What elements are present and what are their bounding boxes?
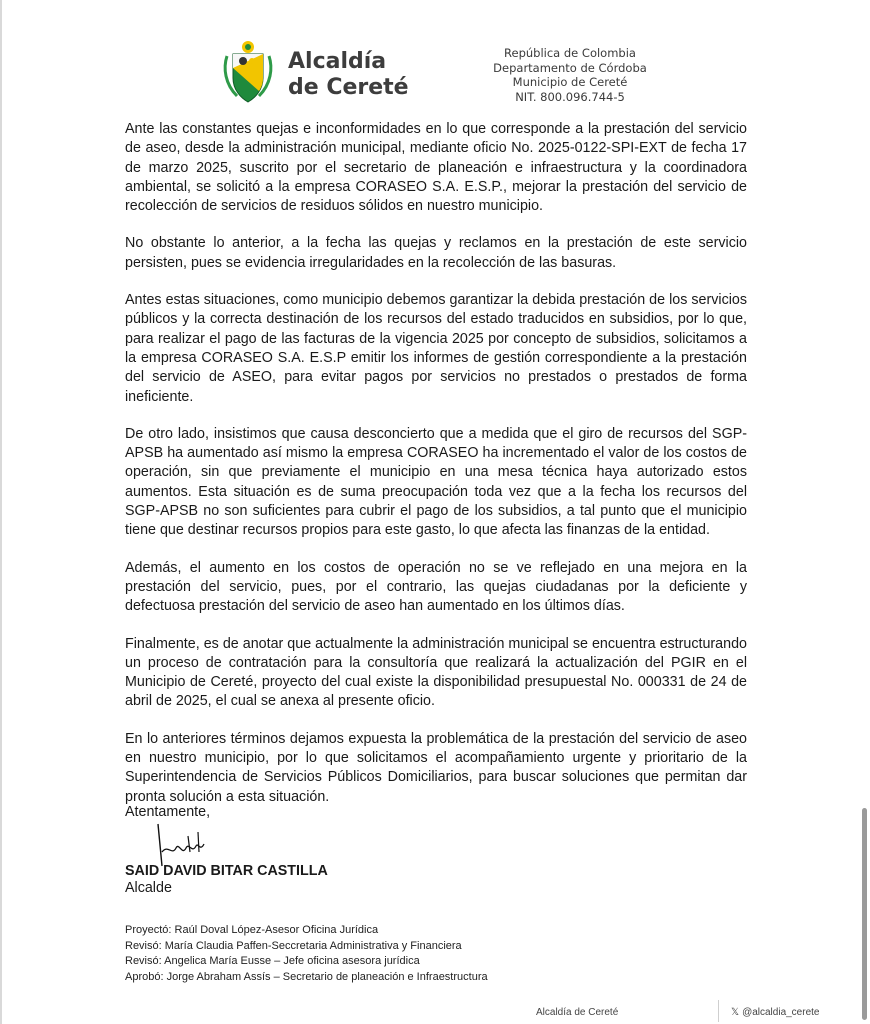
header-info-line: NIT. 800.096.744-5 bbox=[515, 89, 625, 104]
header-info-line: Departamento de Córdoba bbox=[493, 60, 647, 75]
paragraph: En lo anteriores términos dejamos expuesta la problemática de la prestación del servicio de aseo en nuestro municipio, por lo que solicitamos el acompañamiento urgente y prioritario de la Superintendencia de Servicios Públicos Domiciliarios, para buscar soluciones que permitan dar pronta solución a esta situación. bbox=[125, 730, 747, 805]
footer-divider bbox=[718, 1000, 719, 1022]
header-info-line: Municipio de Cereté bbox=[512, 75, 628, 90]
scrollbar-thumb[interactable] bbox=[862, 808, 867, 1020]
municipal-shield-logo bbox=[221, 38, 275, 106]
brand-line-1: Alcaldía bbox=[288, 49, 387, 74]
footer-social[interactable] bbox=[731, 1007, 819, 1018]
document-credits bbox=[125, 923, 488, 985]
footer-entity: Alcaldía de Cereté bbox=[536, 1007, 619, 1018]
brand-line-2: de Cereté bbox=[288, 75, 409, 100]
letter-body bbox=[125, 120, 747, 825]
paragraph: Ante las constantes quejas e inconformidades en lo que corresponde a la prestación del servicio de aseo, desde la administración municipal, mediante oficio No. 2025-0122-SPI-EXT de fecha 17 de marzo 2025, suscrito por el secretario de planeación e infraestructura y la coordinadora ambiental, se solicitó a la empresa CORASEO S.A. E.S.P., mejorar la prestación del servicio de recolección de servicios de residuos sólidos en nuestro municipio. bbox=[125, 121, 747, 215]
brand-name bbox=[288, 49, 409, 101]
footer-social-handle: @alcaldia_cerete bbox=[742, 1007, 820, 1018]
credit-line: Revisó: María Claudia Paffen-Seccretaria Administrativa y Financiera bbox=[125, 939, 462, 952]
header-institution-info bbox=[470, 46, 670, 104]
paragraph: De otro lado, insistimos que causa desconcierto que a medida que el giro de recursos del SGP-APSB ha aumentado así mismo la empresa CORASEO ha incrementado el valor de los costos de operación, sin que previamente el municipio en una mesa técnica haya autorizado estos aumentos. Esta situación es de suma preocupación toda vez que a la fecha los recursos del SGP-APSB no son suficientes para cubrir el pago de los subsidios, a tal punto que el municipio tiene que destinar recursos propios para este gasto, lo que afecta las finanzas de la entidad. bbox=[125, 425, 747, 539]
closing-salutation: Atentamente, bbox=[125, 804, 211, 820]
paragraph: Finalmente, es de anotar que actualmente la administración municipal se encuentra estructurando un proceso de contratación para la consultoría que realizará la actualización del PGIR en el Municipio de Cereté, proyecto del cual existe la disponibilidad presupuestal No. 000331 de 24 de abril de 2025, el cual se anexa al presente oficio. bbox=[125, 635, 747, 710]
header-info-line: República de Colombia bbox=[504, 46, 636, 60]
paragraph: Además, el aumento en los costos de operación no se ve reflejado en una mejora en la prestación del servicio, pues, por el contrario, las quejas ciudadanas por la deficiente y defectuosa prestación del servicio de aseo han aumentado en los últimos días. bbox=[125, 559, 747, 615]
credit-line: Revisó: Angelica María Eusse – Jefe oficina asesora jurídica bbox=[125, 955, 420, 967]
page-edge bbox=[0, 0, 2, 1024]
credit-line: Aprobó: Jorge Abraham Assís – Secretario de planeación e Infraestructura bbox=[125, 970, 488, 983]
x-logo-icon: 𝕏 bbox=[731, 1007, 740, 1018]
signer-name: SAID DAVID BITAR CASTILLA bbox=[125, 863, 328, 879]
credit-line: Proyectó: Raúl Doval López-Asesor Oficina Jurídica bbox=[125, 924, 379, 936]
paragraph: No obstante lo anterior, a la fecha las quejas y reclamos en la prestación de este servicio persisten, pues se evidencia irregularidades en la recolección de las basuras. bbox=[125, 235, 747, 271]
signer-role: Alcalde bbox=[125, 880, 172, 896]
paragraph: Antes estas situaciones, como municipio debemos garantizar la debida prestación de los servicios públicos y la correcta destinación de los recursos del estado traducidos en subsidios, por lo que, para realizar el pago de las facturas de la vigencia 2025 por concepto de subsidios, solicitamos a la empresa CORASEO S.A. E.S.P emitir los informes de gestión correspondiente a la prestación del servicio de ASEO, para evitar pagos por servicios no prestados o prestados de forma ineficiente. bbox=[125, 292, 747, 405]
